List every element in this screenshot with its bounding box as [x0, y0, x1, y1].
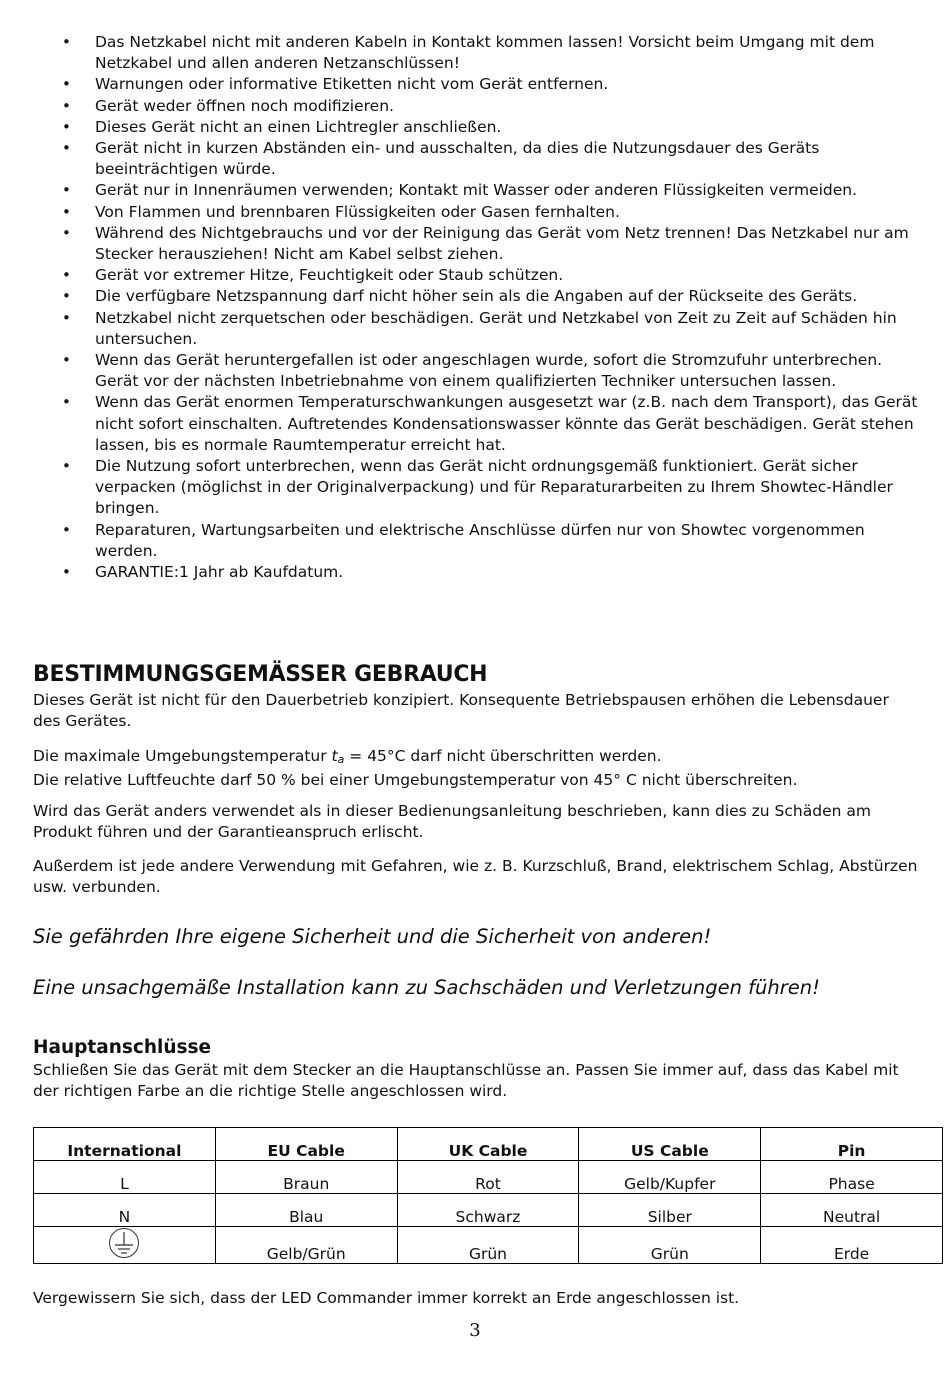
table-row [34, 1161, 943, 1194]
list-item: • Wenn das Gerät heruntergefallen ist oder angeschlagen wurde, sofort die Stromzufuhr unterbrechen. Gerät vor der nächsten Inbetriebnahme von einem qualifizierten Techniker untersuchen lassen. [62, 350, 922, 392]
table-cell: N [34, 1194, 216, 1227]
header-international: International [34, 1128, 216, 1161]
list-item: • Die verfügbare Netzspannung darf nicht höher sein als die Angaben auf der Rückseite des Geräts. [62, 286, 922, 307]
table-row [34, 1194, 943, 1227]
table-cell: Gelb/Grün [215, 1227, 397, 1264]
header-eu-cable: EU Cable [215, 1128, 397, 1161]
table-cell: Neutral [761, 1194, 943, 1227]
usage-paragraph-duty: Dieses Gerät ist nicht für den Dauerbetrieb konzipiert. Konsequente Betriebspausen erhöhen die Lebensdauer des Gerätes. [33, 691, 889, 730]
humidity-text: Die relative Luftfeuchte darf 50 % bei einer Umgebungstemperatur von 45° C nicht überschreiten. [33, 771, 798, 789]
header-pin: Pin [761, 1128, 943, 1161]
grounding-note: Vergewissern Sie sich, dass der LED Commander immer korrekt an Erde angeschlossen ist. [33, 1289, 740, 1307]
table-cell: Gelb/Kupfer [579, 1161, 761, 1194]
usage-paragraph-hazards: Außerdem ist jede andere Verwendung mit Gefahren, wie z. B. Kurzschluß, Brand, elektrischem Schlag, Abstürzen usw. verbunden. [33, 857, 918, 896]
list-item: • Das Netzkabel nicht mit anderen Kabeln in Kontakt kommen lassen! Vorsicht beim Umgang mit dem Netzkabel und allen anderen Netzanschlüssen! [62, 32, 922, 74]
wiring-table [33, 1127, 943, 1264]
ambient-temp-symbol: t [331, 747, 338, 765]
table-cell: Grün [397, 1227, 579, 1264]
table-cell: Braun [215, 1161, 397, 1194]
table-header-row [34, 1128, 943, 1161]
warning-own-safety: Sie gefährden Ihre eigene Sicherheit und die Sicherheit von anderen! [33, 925, 712, 948]
table-cell: Grün [579, 1227, 761, 1264]
table-row [34, 1227, 943, 1264]
header-uk-cable: UK Cable [397, 1128, 579, 1161]
usage-heading: BESTIMMUNGSGEMÄSSER GEBRAUCH [33, 662, 488, 687]
list-item: • Von Flammen und brennbaren Flüssigkeiten oder Gasen fernhalten. [62, 202, 922, 223]
table-cell: Silber [579, 1194, 761, 1227]
list-item: • Während des Nichtgebrauchs und vor der Reinigung das Gerät vom Netz trennen! Das Netzkabel nur am Stecker herausziehen! Nicht am Kabel selbst ziehen. [62, 223, 922, 265]
list-item: • Die Nutzung sofort unterbrechen, wenn das Gerät nicht ordnungsgemäß funktioniert. Gerät sicher verpacken (möglichst in der Originalverpackung) und für Reparaturarbeiten zu Ihrem Showtec-Händler bringen. [62, 456, 922, 520]
mains-intro: Schließen Sie das Gerät mit dem Stecker an die Hauptanschlüsse an. Passen Sie immer auf, dass das Kabel mit der richtigen Farbe an die richtige Stelle angeschlossen wird. [33, 1061, 899, 1100]
list-item: • Gerät nicht in kurzen Abständen ein- und ausschalten, da dies die Nutzungsdauer des Geräts beeinträchtigen würde. [62, 138, 922, 180]
usage-paragraph-temperature [33, 746, 918, 791]
list-item: • Wenn das Gerät enormen Temperaturschwankungen ausgesetzt war (z.B. nach dem Transport), das Gerät nicht sofort einschalten. Auftretendes Kondensationswasser könnte das Gerät beschädigen. Gerät stehen lassen, bis es normale Raumtemperatur erreicht hat. [62, 392, 922, 456]
table-cell: Erde [761, 1227, 943, 1264]
table-cell: Blau [215, 1194, 397, 1227]
safety-bullet-list [62, 32, 922, 583]
list-item: • Warnungen oder informative Etiketten nicht vom Gerät entfernen. [62, 74, 922, 95]
temp-text-after: = 45°C darf nicht überschritten werden. [344, 747, 662, 765]
mains-heading: Hauptanschlüsse [33, 1037, 212, 1058]
temp-text-before: Die maximale Umgebungstemperatur [33, 747, 332, 765]
list-item: • Reparaturen, Wartungsarbeiten und elektrische Anschlüsse dürfen nur von Showtec vorgenommen werden. [62, 520, 922, 562]
list-item: • Dieses Gerät nicht an einen Lichtregler anschließen. [62, 117, 922, 138]
list-item: • Gerät nur in Innenräumen verwenden; Kontakt mit Wasser oder anderen Flüssigkeiten vermeiden. [62, 180, 922, 201]
table-cell: Phase [761, 1161, 943, 1194]
table-cell: L [34, 1161, 216, 1194]
page-number: 3 [469, 1320, 481, 1341]
warning-installation: Eine unsachgemäße Installation kann zu Sachschäden und Verletzungen führen! [33, 976, 820, 999]
list-item: • GARANTIE:1 Jahr ab Kaufdatum. [62, 562, 922, 583]
header-us-cable: US Cable [579, 1128, 761, 1161]
table-cell [34, 1227, 216, 1264]
ambient-temp-subscript: a [337, 753, 345, 766]
list-item: • Gerät vor extremer Hitze, Feuchtigkeit oder Staub schützen. [62, 265, 922, 286]
usage-paragraph-warranty: Wird das Gerät anders verwendet als in dieser Bedienungsanleitung beschrieben, kann dies zu Schäden am Produkt führen und der Garantieanspruch erlischt. [33, 802, 871, 841]
table-cell: Rot [397, 1161, 579, 1194]
list-item: • Gerät weder öffnen noch modifizieren. [62, 96, 922, 117]
table-cell: Schwarz [397, 1194, 579, 1227]
earth-ground-icon [108, 1227, 140, 1259]
list-item: • Netzkabel nicht zerquetschen oder beschädigen. Gerät und Netzkabel von Zeit zu Zeit auf Schäden hin untersuchen. [62, 308, 922, 350]
